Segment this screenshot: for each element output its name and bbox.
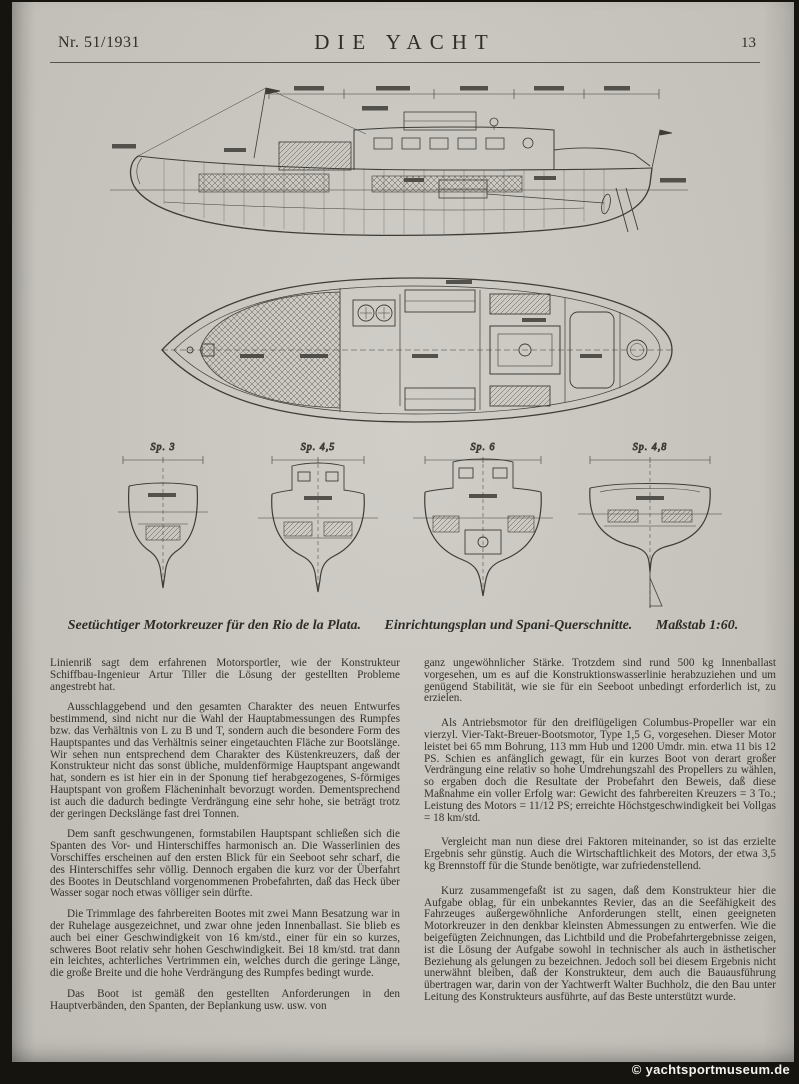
watermark: © yachtsportmuseum.de	[631, 1062, 790, 1077]
section-sp6	[413, 442, 553, 596]
section-label: Sp. 4,8	[632, 442, 668, 453]
text-column-left	[50, 658, 400, 1068]
paragraph: Dem sanft geschwungenen, formstabilen Hauptspant schließen sich die Spanten des Vor- und Hinterschiffes harmonisch an. Die Wasserlinien des Vorschiffes erscheinen auf den ersten Blick für ein Seeboot sehr scharf, die des Hinterschiffes sehr völlig. Dennoch ergaben die kurz vor der Überfahrt des Bootes in Deutschland vorgenommenen Probefahrten, daß das Heck über Wasser sogar noch etwas völliger sein dürfte.	[50, 828, 400, 900]
deck-plan-drawing	[150, 264, 695, 436]
paragraph: Als Antriebsmotor für den dreiflügeligen Columbus-Propeller war ein vierzyl. Vier-Takt-Breuer-Bootsmotor, Type 1,5 G, vorgesehen. Dieser Motor leistet bei 65 mm Bohrung, 113 mm Hub und 1200 Umdr. min. etwa 11 bis 12 PS. Schien es anfänglich gewagt, für ein kurzes Boot von derart großer Verdrängung eine relativ so hohe Umdrehungszahl des Propellers zu wählen, so ergaben doch die Resultate der Probefahrt den Beweis, daß diese Maßnahme ein voller Erfolg war: Gewicht des fahrbereiten Kreuzers = 3 To.; Leistung des Motors = 11/12 PS; erreichte Höchstgeschwindigkeit bei Vollgas = 18 km/std.	[424, 717, 776, 824]
section-sp3	[118, 442, 208, 588]
technical-drawings	[12, 68, 794, 620]
paragraph: ganz ungewöhnlicher Stärke. Trotzdem sind rund 500 kg Innenballast vorgesehen, um es auf die Konstruktionswasserlinie herabzuziehen und um genügend Stabilität, wie sie für ein Seeboot unbedingt erforderlich ist, zu erzielen.	[424, 658, 776, 705]
paragraph: Linienriß sagt dem erfahrenen Motorsportler, wie der Konstrukteur Schiffbau-Ingenieur Artur Tiller die Lösung der gestellten Probleme angestrebt hat.	[50, 658, 400, 693]
plan-hull	[162, 278, 672, 422]
magazine-page	[12, 2, 794, 1062]
text-column-right	[424, 658, 776, 1068]
header-rule	[50, 62, 760, 63]
section-label: Sp. 6	[470, 442, 496, 453]
caption-title: Seetüchtiger Motorkreuzer für den Rio de la Plata.	[67, 618, 361, 633]
profile-drawing	[104, 84, 694, 264]
issue-number: Nr. 51/1931	[58, 34, 140, 51]
cross-sections-drawing	[88, 438, 733, 620]
section-sp48	[578, 442, 722, 608]
section-label: Sp. 4,5	[300, 442, 336, 453]
section-label: Sp. 3	[150, 442, 176, 453]
page-header	[50, 30, 760, 56]
caption-scale: Maßstab 1:60.	[655, 618, 739, 633]
caption-subtitle: Einrichtungsplan und Spani-Querschnitte.	[384, 618, 633, 633]
paragraph: Kurz zusammengefaßt ist zu sagen, daß dem Konstrukteur hier die Aufgabe oblag, für ein unbekanntes Revier, das an die Seefähigkeit des Fahrzeuges außergewöhnliche Anforderungen stellt, einen geeigneten Motorkreuzer in den denkbar kleinsten Abmessungen zu entwerfen. Wie die beigefügten Zeichnungen, das Lichtbild und die Probefahrtergebnisse zeigen, ist die Lösung der Aufgabe sowohl in technischer als auch in ästhetischer Beziehung als gelungen zu bezeichnen. Jedoch soll bei diesem Ergebnis nicht unerwähnt bleiben, daß der Konstrukteur, dem auch die Bauausführung übertragen war, darin von der Yachtwerft Walter Buchholz, die den Bau unter Leitung des Konstrukteurs ausführte, auf das Beste unterstützt wurde.	[424, 884, 776, 1003]
section-sp45	[258, 442, 378, 592]
magazine-title: DIE YACHT	[314, 30, 496, 54]
paragraph: Die Trimmlage des fahrbereiten Bootes mit zwei Mann Besatzung war in der Ruhelage ausgezeichnet, und zwar ohne jeden Innenballast. Sie blieb es auch bei einer Geschwindigkeit von 16 km/std., einer für ein so kurzes, schweres Boot relativ sehr hohen Geschwindigkeit. Bei 18 km/std. trat dann ein leichtes, achterliches Vertrimmen ein, welches durch die geringe Länge, die große Breite und die hohe Verdrängung des Rumpfes bedingt wurde.	[50, 908, 400, 980]
paragraph: Das Boot ist gemäß den gestellten Anforderungen in den Hauptverbänden, den Spanten, der Beplankung usw. usw. von	[50, 987, 400, 1012]
profile-hull	[110, 86, 688, 235]
figure-caption	[12, 618, 794, 634]
paragraph: Ausschlaggebend und den gesamten Charakter des neuen Entwurfes bestimmend, sind nicht nur die Wahl der Hauptabmessungen des Rumpfes bzw. das Verhältnis von L zu B und T, sondern auch die besondere Form des Hauptspantes und das Verhältnis seiner eingetauchten Fläche zur Bootslänge. Wir sehen nun entsprechend dem Charakter des Küstenkreuzers, daß der Konstrukteur nicht das sonst übliche, muldenförmige Hauptspant angewandt hat, sondern es ist hier ein in der Sponung tief herabgezogenes, S-förmiges Hauptspant von großem Flächeninhalt bevorzugt worden. Dementsprechend ist auch die dadurch bedingte Verdrängung eine sehr hohe, sie beträgt trotz der geringen Deckslänge fast drei Tonnen.	[50, 701, 400, 820]
paragraph: Vergleicht man nun diese drei Faktoren miteinander, so ist das erzielte Ergebnis sehr günstig. Auch die Wirtschaftlichkeit des Motors, der etwa 3,5 kg Brennstoff für die Stunde benötigte, war zufriedenstellend.	[424, 836, 776, 872]
page-number: 13	[741, 35, 756, 51]
